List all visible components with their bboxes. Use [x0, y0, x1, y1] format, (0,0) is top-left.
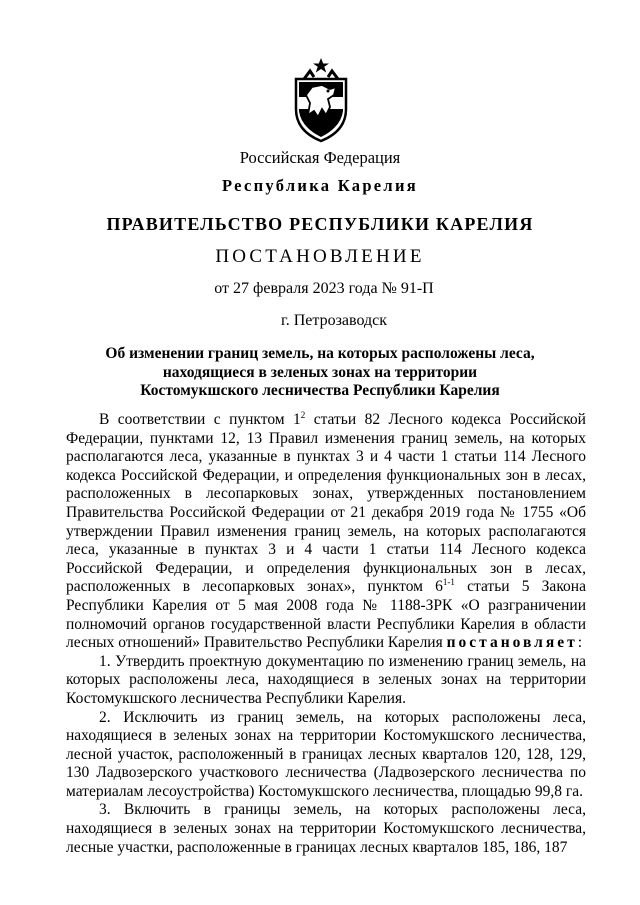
preamble-text: В соответствии с пунктом 1	[99, 411, 301, 428]
document-date: от 27 февраля 2023 года № 91-П	[214, 280, 434, 297]
document-city: г. Петрозаводск	[280, 312, 388, 329]
preamble-paragraph	[66, 411, 586, 653]
preamble-text: статьи 5 Закона Республики Карелия от 5 мая 2008 года № 1188-ЗРК «О разграничении полномочий органов государственной власти Республики Карелия в области лесных отношений» Правительство Республики Карелия	[66, 578, 586, 652]
document-body	[66, 411, 586, 857]
title-line: находящиеся в зеленых зонах на территории	[162, 363, 478, 381]
republic-heading: Республика Карелия	[221, 176, 419, 195]
decree-item: 1. Утвердить проектную документацию по изменению границ земель, на которых расположены леса, находящиеся в зеленых зонах на территории Костомукшского лесничества Республики Карелия.	[66, 652, 586, 707]
title-line: Костомукшского лесничества Республики Карелия	[140, 382, 500, 399]
preamble-colon: :	[577, 634, 583, 652]
footnote-superscript: 2	[300, 410, 306, 420]
document-title	[0, 345, 640, 401]
decree-item: 3. Включить в границы земель, на которых расположены леса, находящиеся в зеленых зонах на территории Костомукшского лесничества, лесные участки, расположенные в границах лесных кварталов 185, 186, 187	[66, 801, 586, 856]
federation-heading: Российская Федерация	[239, 148, 401, 167]
preamble-text: статьи 82 Лесного кодекса Российской Федерации, пунктами 12, 13 Правил изменения границ земель, на которых располагаются леса, указанные в пунктах 3 и 4 части 1 статьи 114 Лесного кодекса Российской Федерации, и определения функциональных зон в лесах, расположенных в лесопарковых зонах, утвержденных постановлением Правительства Российской Федерации от 21 декабря 2019 года № 1755 «Об утверждении Правил изменения границ земель, на которых располагаются леса, указанные в пунктах 3 и 4 части 1 статьи 114 Лесного кодекса Российской Федерации, и определения функциональных зон в лесах, расположенных в лесопарковых зонах», пунктом 6	[66, 411, 586, 596]
footnote-superscript: 1-1	[442, 577, 455, 588]
decree-item: 2. Исключить из границ земель, на которых расположены леса, находящиеся в зеленых зонах на территории Костомукшского лесничества, лесной участок, расположенный в границах лесных кварталов 120, 128, 129, 130 Ладвозерского участкового лесничества (Ладвозерского лесничества по материалам лесоустройства) Костомукшского лесничества, площадью 99,8 га.	[66, 708, 586, 800]
karelia-coat-of-arms-icon	[292, 57, 350, 143]
government-heading: ПРАВИТЕЛЬСТВО РЕСПУБЛИКИ КАРЕЛИЯ	[106, 214, 534, 234]
document-type-heading: ПОСТАНОВЛЕНИЕ	[215, 246, 425, 267]
decrees-word: постановляет	[446, 634, 578, 652]
title-line: Об изменении границ земель, на которых расположены леса,	[105, 345, 535, 362]
